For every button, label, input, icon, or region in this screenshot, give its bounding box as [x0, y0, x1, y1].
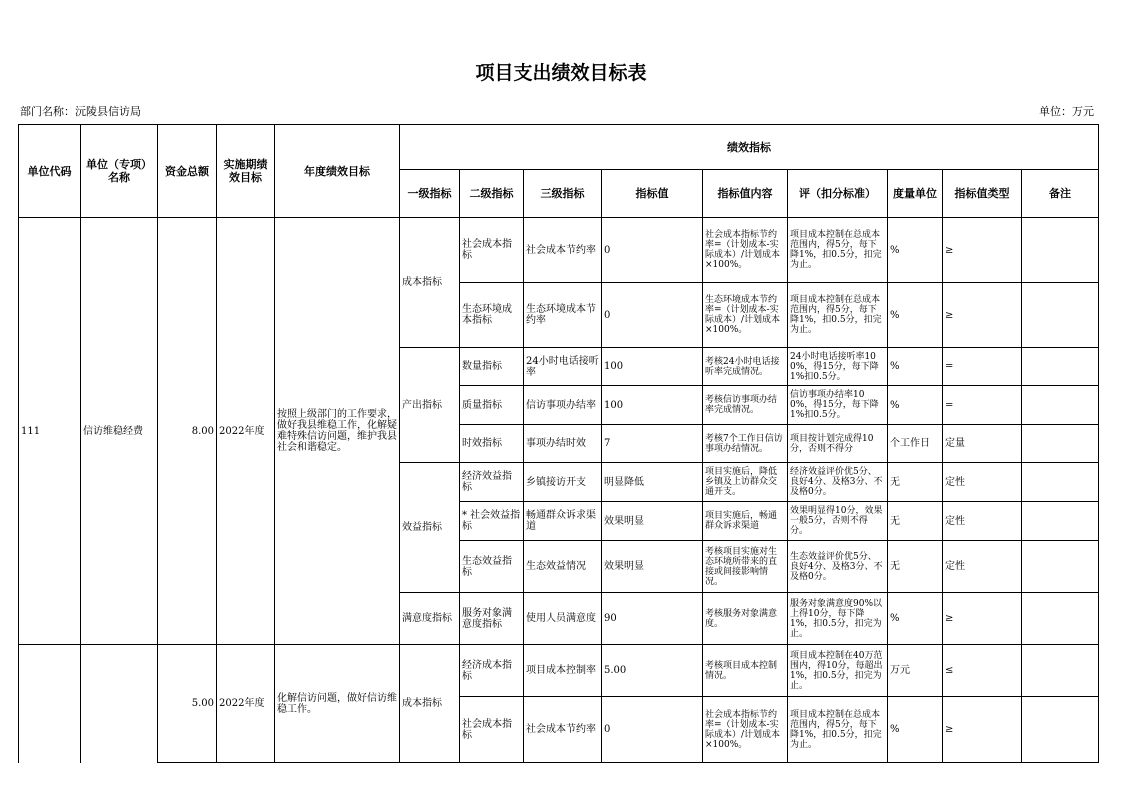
period-cell: 2022年度 [217, 218, 275, 645]
page-title: 项目支出绩效目标表 [475, 62, 647, 84]
value-content-cell: 社会成本指标节约率=（计划成本-实际成本）/计划成本×100%。 [703, 697, 788, 763]
measure-unit-cell: 个工作日 [888, 425, 943, 463]
table-row [19, 218, 1099, 283]
value-cell: 0 [602, 218, 703, 283]
value-type-cell: ≥ [943, 697, 1022, 763]
value-type-cell: ≥ [943, 218, 1022, 283]
value-cell: 明显降低 [602, 463, 703, 502]
measure-unit-cell: 无 [888, 541, 943, 593]
level3-cell: 24小时电话接听率 [524, 348, 602, 386]
scoring-cell: 效果明显得10分，效果一般5分，否则不得分。 [788, 502, 888, 541]
value-type-cell: 定性 [943, 502, 1022, 541]
scoring-cell: 信访事项办结率100%，得15分，每下降1%扣0.5分。 [788, 386, 888, 425]
value-cell: 0 [602, 697, 703, 763]
table-row [19, 645, 1099, 697]
header-unit-code: 单位代码 [19, 125, 81, 218]
header-value: 指标值 [602, 170, 703, 218]
level2-cell: * 社会效益指标 [460, 502, 524, 541]
level3-cell: 社会成本节约率 [524, 697, 602, 763]
measure-unit-cell: 万元 [888, 645, 943, 697]
level3-cell: 项目成本控制率 [524, 645, 602, 697]
header-performance-indicators: 绩效指标 [400, 125, 1099, 170]
level1-satisfaction-cell: 满意度指标 [400, 593, 460, 645]
value-content-cell: 考核项目成本控制情况。 [703, 645, 788, 697]
header-scoring: 评（扣分标准） [788, 170, 888, 218]
scoring-cell: 项目成本控制在总成本范围内，得5分，每下降1%，扣0.5分，扣完为止。 [788, 697, 888, 763]
level3-cell: 畅通群众诉求渠道 [524, 502, 602, 541]
value-cell: 效果明显 [602, 502, 703, 541]
header-remarks: 备注 [1022, 170, 1099, 218]
level3-cell: 乡镇接访开支 [524, 463, 602, 502]
header-annual-target: 年度绩效目标 [275, 125, 400, 218]
header-period-target: 实施期绩效目标 [217, 125, 275, 218]
value-cell: 7 [602, 425, 703, 463]
value-type-cell: = [943, 386, 1022, 425]
value-content-cell: 考核服务对象满意度。 [703, 593, 788, 645]
value-content-cell: 考核信访事项办结率完成情况。 [703, 386, 788, 425]
level2-cell: 数量指标 [460, 348, 524, 386]
scoring-cell: 项目成本控制在总成本范围内，得5分，每下降1%，扣0.5分，扣完为止。 [788, 218, 888, 283]
level2-cell: 经济效益指标 [460, 463, 524, 502]
unit-label: 单位：万元 [1039, 105, 1094, 118]
level2-cell: 社会成本指标 [460, 697, 524, 763]
measure-unit-cell: % [888, 348, 943, 386]
level1-benefit-cell: 效益指标 [400, 463, 460, 593]
level3-cell: 生态环境成本节约率 [524, 283, 602, 348]
unit-name-cell [81, 645, 158, 763]
header-value-type: 指标值类型 [943, 170, 1022, 218]
remarks-cell [1022, 645, 1099, 697]
unit-code-cell: 111 [19, 218, 81, 645]
unit-name-cell: 信访维稳经费 [81, 218, 158, 645]
performance-target-table [18, 124, 1099, 763]
value-content-cell: 考核项目实施对生态环境所带来的直接或间接影响情况。 [703, 541, 788, 593]
level3-cell: 社会成本节约率 [524, 218, 602, 283]
header-level3: 三级指标 [524, 170, 602, 218]
header-value-content: 指标值内容 [703, 170, 788, 218]
remarks-cell [1022, 463, 1099, 502]
value-content-cell: 考核24小时电话接听率完成情况。 [703, 348, 788, 386]
scoring-cell: 经济效益评价优5分、良好4分、及格3分、不及格0分。 [788, 463, 888, 502]
remarks-cell [1022, 697, 1099, 763]
total-funds-cell: 8.00 [158, 218, 217, 645]
level2-cell: 时效指标 [460, 425, 524, 463]
value-cell: 5.00 [602, 645, 703, 697]
level2-cell: 生态效益指标 [460, 541, 524, 593]
value-type-cell: 定性 [943, 541, 1022, 593]
level1-output-cell: 产出指标 [400, 348, 460, 463]
remarks-cell [1022, 218, 1099, 283]
scoring-cell: 生态效益评价优5分、良好4分、及格3分、不及格0分。 [788, 541, 888, 593]
value-content-cell: 项目实施后，畅通群众诉求渠道 [703, 502, 788, 541]
level2-cell: 社会成本指标 [460, 218, 524, 283]
level3-cell: 使用人员满意度 [524, 593, 602, 645]
value-type-cell: ≤ [943, 645, 1022, 697]
level2-cell: 经济成本指标 [460, 645, 524, 697]
value-cell: 效果明显 [602, 541, 703, 593]
value-type-cell: ≥ [943, 283, 1022, 348]
scoring-cell: 项目成本控制在40万范围内，得10分，每超出1%，扣0.5分，扣完为止。 [788, 645, 888, 697]
measure-unit-cell: % [888, 697, 943, 763]
value-content-cell: 社会成本指标节约率=（计划成本-实际成本）/计划成本×100%。 [703, 218, 788, 283]
remarks-cell [1022, 502, 1099, 541]
header-level1: 一级指标 [400, 170, 460, 218]
measure-unit-cell: % [888, 593, 943, 645]
level1-cost-cell: 成本指标 [400, 218, 460, 348]
scoring-cell: 项目按计划完成得10分，否则不得分 [788, 425, 888, 463]
header-measure-unit: 度量单位 [888, 170, 943, 218]
remarks-cell [1022, 348, 1099, 386]
level2-cell: 服务对象满意度指标 [460, 593, 524, 645]
total-funds-cell: 5.00 [158, 645, 217, 763]
value-content-cell: 项目实施后，降低乡镇及上访群众交通开支。 [703, 463, 788, 502]
value-type-cell: 定量 [943, 425, 1022, 463]
value-type-cell: = [943, 348, 1022, 386]
measure-unit-cell: 无 [888, 502, 943, 541]
scoring-cell: 24小时电话接听率100%，得15分，每下降1%扣0.5分。 [788, 348, 888, 386]
value-cell: 0 [602, 283, 703, 348]
level3-cell: 生态效益情况 [524, 541, 602, 593]
scoring-cell: 项目成本控制在总成本范围内，得5分，每下降1%，扣0.5分，扣完为止。 [788, 283, 888, 348]
measure-unit-cell: % [888, 386, 943, 425]
annual-target-cell: 化解信访问题，做好信访维稳工作。 [275, 645, 400, 763]
value-cell: 90 [602, 593, 703, 645]
level3-cell: 事项办结时效 [524, 425, 602, 463]
department-label: 部门名称：沅陵县信访局 [20, 105, 141, 118]
measure-unit-cell: 无 [888, 463, 943, 502]
value-cell: 100 [602, 386, 703, 425]
header-total-funds: 资金总额 [158, 125, 217, 218]
value-cell: 100 [602, 348, 703, 386]
value-type-cell: 定性 [943, 463, 1022, 502]
remarks-cell [1022, 425, 1099, 463]
header-unit-name: 单位（专项）名称 [81, 125, 158, 218]
level2-cell: 质量指标 [460, 386, 524, 425]
scoring-cell: 服务对象满意度90%以上得10分，每下降1%，扣0.5分，扣完为止。 [788, 593, 888, 645]
remarks-cell [1022, 386, 1099, 425]
remarks-cell [1022, 593, 1099, 645]
value-content-cell: 考核7个工作日信访事项办结情况。 [703, 425, 788, 463]
value-content-cell: 生态环境成本节约率=（计划成本-实际成本）/计划成本×100%。 [703, 283, 788, 348]
value-type-cell: ≥ [943, 593, 1022, 645]
remarks-cell [1022, 283, 1099, 348]
level1-cost-cell: 成本指标 [400, 645, 460, 763]
remarks-cell [1022, 541, 1099, 593]
level3-cell: 信访事项办结率 [524, 386, 602, 425]
measure-unit-cell: % [888, 283, 943, 348]
measure-unit-cell: % [888, 218, 943, 283]
level2-cell: 生态环境成本指标 [460, 283, 524, 348]
annual-target-cell: 按照上级部门的工作要求，做好我县维稳工作，化解疑难特殊信访问题，维护我县社会和谐稳定。 [275, 218, 400, 645]
period-cell: 2022年度 [217, 645, 275, 763]
unit-code-cell [19, 645, 81, 763]
header-level2: 二级指标 [460, 170, 524, 218]
